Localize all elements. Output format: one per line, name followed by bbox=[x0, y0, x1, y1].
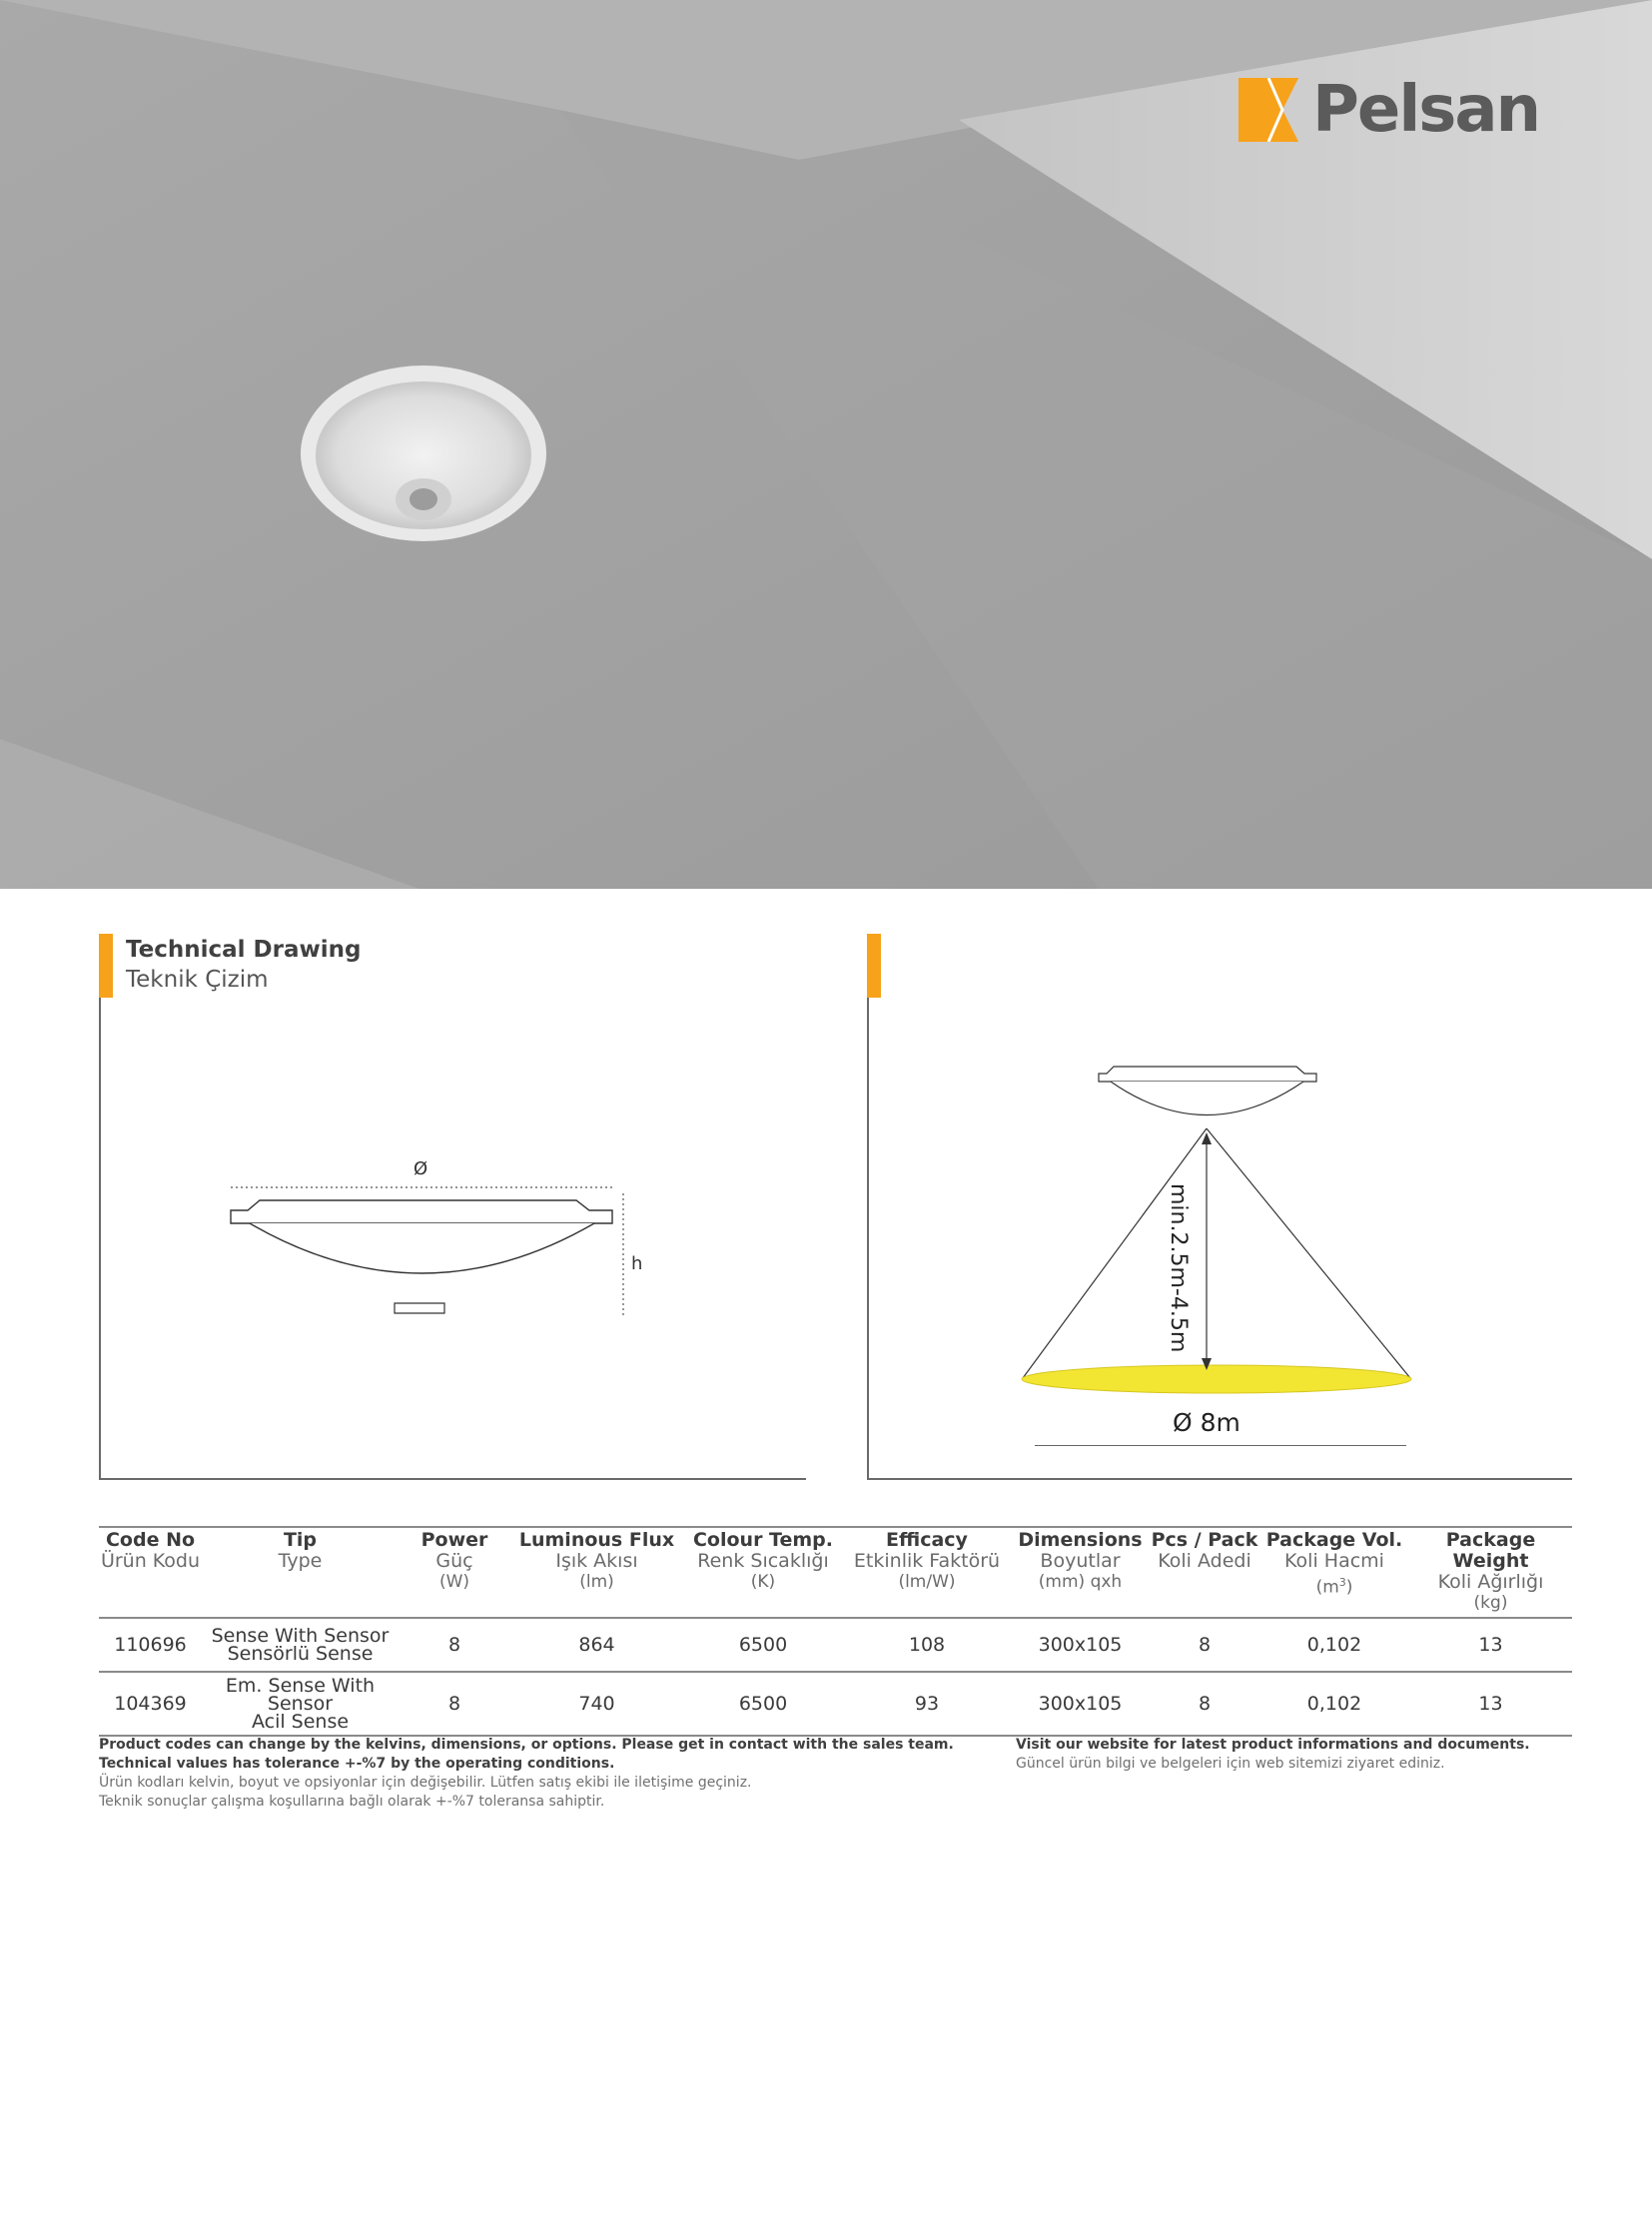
col-code: Code No Ürün Kodu bbox=[100, 1529, 201, 1572]
note-website-tr: Güncel ürün bilgi ve belgeleri için web sitemizi ziyaret ediniz. bbox=[1016, 1756, 1445, 1772]
col-flux: Luminous Flux Işık Akısı (lm) bbox=[518, 1529, 675, 1592]
cell-type: Sense With Sensor Sensörlü Sense bbox=[211, 1625, 390, 1665]
brand-logo bbox=[1239, 73, 1540, 147]
table-row bbox=[99, 1672, 1572, 1736]
cell-power: 8 bbox=[447, 1634, 461, 1656]
cell-temp: 6500 bbox=[738, 1693, 788, 1715]
cell-code: 110696 bbox=[114, 1634, 187, 1656]
note-code-change-tr: Ürün kodları kelvin, boyut ve opsiyonlar için değişebilir. Lütfen satış ekibi ile iletişime geçiniz. bbox=[99, 1775, 752, 1791]
table-header-row bbox=[99, 1527, 1572, 1618]
cell-weight: 13 bbox=[1478, 1693, 1503, 1715]
note-website: Visit our website for latest product informations and documents. bbox=[1016, 1737, 1530, 1753]
cell-dimensions: 300x105 bbox=[1038, 1634, 1123, 1656]
cell-weight: 13 bbox=[1478, 1634, 1503, 1656]
sensor-icon bbox=[410, 488, 437, 510]
cell-vol: 0,102 bbox=[1306, 1634, 1362, 1656]
note-tolerance: Technical values has tolerance +-%7 by the operating conditions. bbox=[99, 1756, 615, 1772]
cell-code: 104369 bbox=[114, 1693, 187, 1715]
col-vol: Package Vol. Koli Hacmi $(m^3)$ bbox=[1265, 1529, 1403, 1598]
cell-efficacy: 108 bbox=[908, 1634, 946, 1656]
cell-efficacy: 93 bbox=[914, 1693, 940, 1715]
cell-vol: 0,102 bbox=[1306, 1693, 1362, 1715]
logo-mark-icon bbox=[1239, 78, 1298, 142]
light-spot bbox=[1022, 1365, 1411, 1393]
section-title: Technical Drawing bbox=[126, 937, 362, 963]
cell-pcs: 8 bbox=[1198, 1693, 1212, 1715]
section-accent-bar bbox=[99, 934, 113, 998]
section-subtitle: Teknik Çizim bbox=[126, 967, 269, 993]
cell-pcs: 8 bbox=[1198, 1634, 1212, 1656]
col-temp: Colour Temp. Renk Sıcaklığı (K) bbox=[692, 1529, 833, 1592]
col-dimensions: Dimensions Boyutlar (mm) qxh bbox=[1018, 1529, 1143, 1592]
footnote-right bbox=[1016, 1736, 1530, 1774]
specification-table bbox=[99, 1526, 1572, 1737]
col-weight: Package Weight Koli Ağırlığı (kg) bbox=[1437, 1529, 1544, 1613]
table-row bbox=[99, 1618, 1572, 1672]
cell-temp: 6500 bbox=[738, 1634, 788, 1656]
diameter-symbol: Ø bbox=[413, 1158, 428, 1179]
mounting-height-range: min.2.5m-4.5m bbox=[1166, 1183, 1191, 1353]
brand-name: Pelsan bbox=[1312, 73, 1540, 147]
cell-flux: 740 bbox=[578, 1693, 615, 1715]
col-pcs: Pcs / Pack Koli Adedi bbox=[1151, 1529, 1258, 1572]
beam-angle-diagram bbox=[1009, 1049, 1428, 1448]
cell-flux: 864 bbox=[578, 1634, 615, 1656]
section-accent-bar-right bbox=[867, 934, 881, 998]
col-power: Power Güç (W) bbox=[420, 1529, 488, 1592]
col-type: Tip Type bbox=[278, 1529, 323, 1572]
beam-diameter-label: Ø 8m bbox=[1173, 1408, 1240, 1437]
cell-dimensions: 300x105 bbox=[1038, 1693, 1123, 1715]
note-code-change: Product codes can change by the kelvins, dimensions, or options. Please get in contact with the sales team. bbox=[99, 1737, 954, 1753]
beam-diameter-underline bbox=[1035, 1445, 1406, 1446]
col-efficacy: Efficacy Etkinlik Faktörü (lm/W) bbox=[853, 1529, 1001, 1592]
cell-power: 8 bbox=[447, 1693, 461, 1715]
note-tolerance-tr: Teknik sonuçlar çalışma koşullarına bağlı olarak +-%7 toleransa sahiptir. bbox=[99, 1794, 605, 1810]
height-symbol: h bbox=[631, 1253, 643, 1274]
footnote-left bbox=[99, 1736, 954, 1812]
cell-type: Em. Sense With Sensor Acil Sense bbox=[225, 1675, 376, 1733]
